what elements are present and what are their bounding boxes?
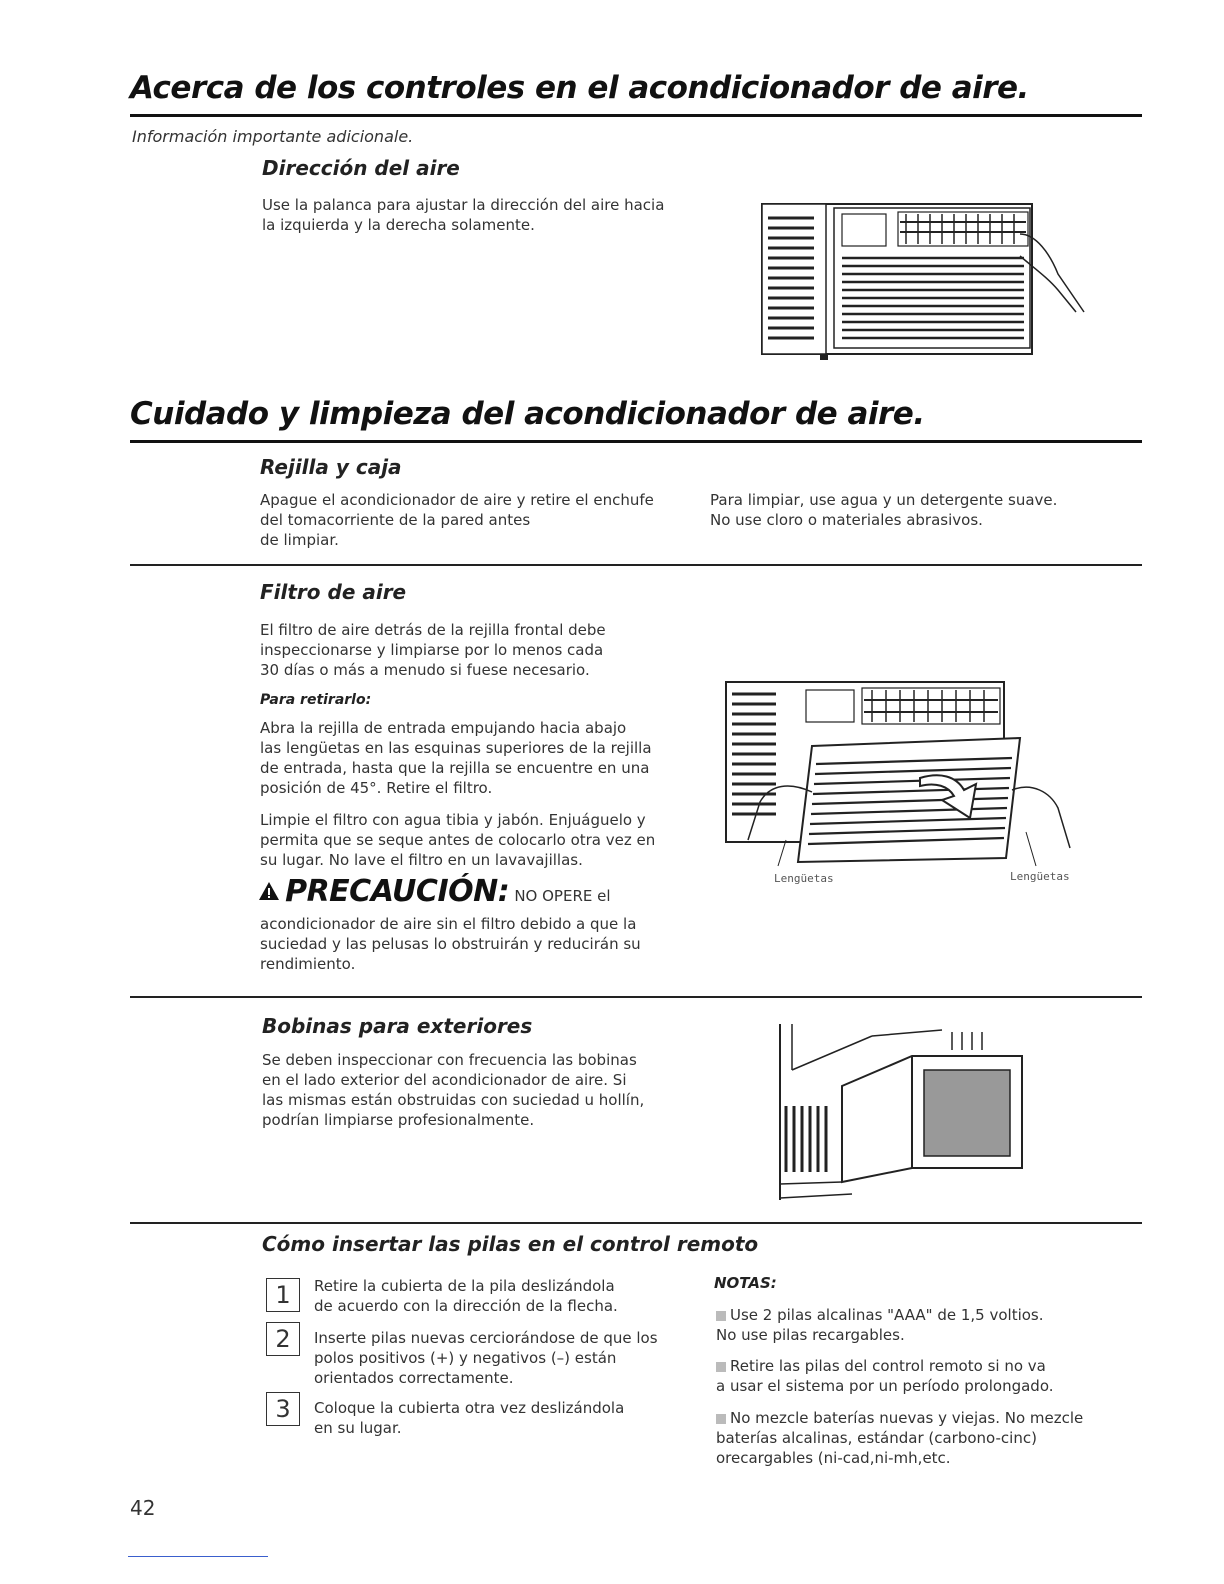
retirarlo-text: Abra la rejilla de entrada empujando hacia abajo las lengüetas en las esquinas superiores de la rejilla de entrada, hasta que la rejilla se encuentre en una posición de 45°. Retire el filtro. bbox=[260, 719, 652, 797]
note-text-3: No mezcle baterías nuevas y viejas. No mezcle baterías alcalinas, estándar (carbono-cinc) orecargables (ni-cad,ni-mh,etc. bbox=[716, 1409, 1084, 1467]
note-1 bbox=[716, 1305, 1136, 1345]
square-bullet-icon bbox=[716, 1414, 726, 1424]
limpie-text: Limpie el filtro con agua tibia y jabón. Enjuáguelo y permita que se seque antes de colocarlo otra vez en su lugar. No lave el filtro en un lavavajillas. bbox=[260, 811, 656, 869]
rejilla-text-right: Para limpiar, use agua y un detergente suave. No use cloro o materiales abrasivos. bbox=[710, 491, 1058, 529]
ac-outdoor-coil-illustration bbox=[772, 1022, 1042, 1204]
notes-heading: NOTAS: bbox=[714, 1274, 777, 1292]
retirarlo-heading: Para retirarlo: bbox=[260, 692, 372, 708]
square-bullet-icon bbox=[716, 1311, 726, 1321]
note-text-2: Retire las pilas del control remoto si no va a usar el sistema por un período prolongado. bbox=[716, 1357, 1054, 1395]
section1-title: Acerca de los controles en el acondicionador de aire. bbox=[130, 70, 1029, 106]
note-2 bbox=[716, 1356, 1136, 1396]
pilas-heading: Cómo insertar las pilas en el control remoto bbox=[262, 1232, 759, 1256]
rule-filtro bbox=[130, 996, 1142, 998]
step-number-2: 2 bbox=[266, 1322, 300, 1356]
page-number: 42 bbox=[130, 1496, 156, 1520]
note-3 bbox=[716, 1408, 1146, 1468]
section1-subtitle: Información importante adicionale. bbox=[132, 127, 414, 146]
filtro-text: El filtro de aire detrás de la rejilla frontal debe inspeccionarse y limpiarse por lo menos cada 30 días o más a menudo si fuese necesario. bbox=[260, 621, 606, 679]
tab-label-right: Lengüetas bbox=[1010, 870, 1070, 883]
direccion-text: Use la palanca para ajustar la dirección del aire hacia la izquierda y la derecha solamente. bbox=[262, 196, 665, 234]
rule-rejilla bbox=[130, 564, 1142, 566]
rule-bobinas bbox=[130, 1222, 1142, 1224]
note-text-1: Use 2 pilas alcalinas "AAA" de 1,5 voltios. No use pilas recargables. bbox=[716, 1306, 1044, 1344]
direccion-heading: Dirección del aire bbox=[262, 156, 460, 180]
warning-triangle-icon bbox=[258, 881, 280, 905]
step-text-1: Retire la cubierta de la pila deslizándola de acuerdo con la dirección de la flecha. bbox=[314, 1277, 618, 1315]
caution-word: PRECAUCIÓN: bbox=[285, 874, 510, 909]
section1-rule bbox=[130, 114, 1142, 117]
filtro-heading: Filtro de aire bbox=[260, 580, 407, 604]
caution-line bbox=[258, 874, 611, 909]
footer-link-line bbox=[128, 1556, 268, 1557]
step-text-3: Coloque la cubierta otra vez deslizándola en su lugar. bbox=[314, 1399, 625, 1437]
bobinas-heading: Bobinas para exteriores bbox=[262, 1014, 533, 1038]
square-bullet-icon bbox=[716, 1362, 726, 1372]
rejilla-text-left: Apague el acondicionador de aire y retire el enchufe del tomacorriente de la pared antes de limpiar. bbox=[260, 491, 654, 549]
bobinas-text: Se deben inspeccionar con frecuencia las bobinas en el lado exterior del acondicionador de aire. Si las mismas están obstruidas con suciedad u hollín, podrían limpiarse profesionalmente. bbox=[262, 1051, 645, 1129]
caution-text: acondicionador de aire sin el filtro debido a que la suciedad y las pelusas lo obstruirán y reducirán su rendimiento. bbox=[260, 915, 641, 973]
step-number-1: 1 bbox=[266, 1278, 300, 1312]
tab-label-left: Lengüetas bbox=[774, 872, 834, 885]
rejilla-heading: Rejilla y caja bbox=[260, 455, 402, 479]
ac-unit-illustration-filter bbox=[720, 672, 1080, 872]
section2-title: Cuidado y limpieza del acondicionador de aire. bbox=[130, 396, 925, 432]
ac-unit-illustration-airflow bbox=[758, 194, 1088, 364]
step-number-3: 3 bbox=[266, 1392, 300, 1426]
caution-tail: NO OPERE el bbox=[514, 887, 611, 905]
section2-rule bbox=[130, 440, 1142, 443]
step-text-2: Inserte pilas nuevas cerciorándose de que los polos positivos (+) y negativos (–) están orientados correctamente. bbox=[314, 1329, 658, 1387]
